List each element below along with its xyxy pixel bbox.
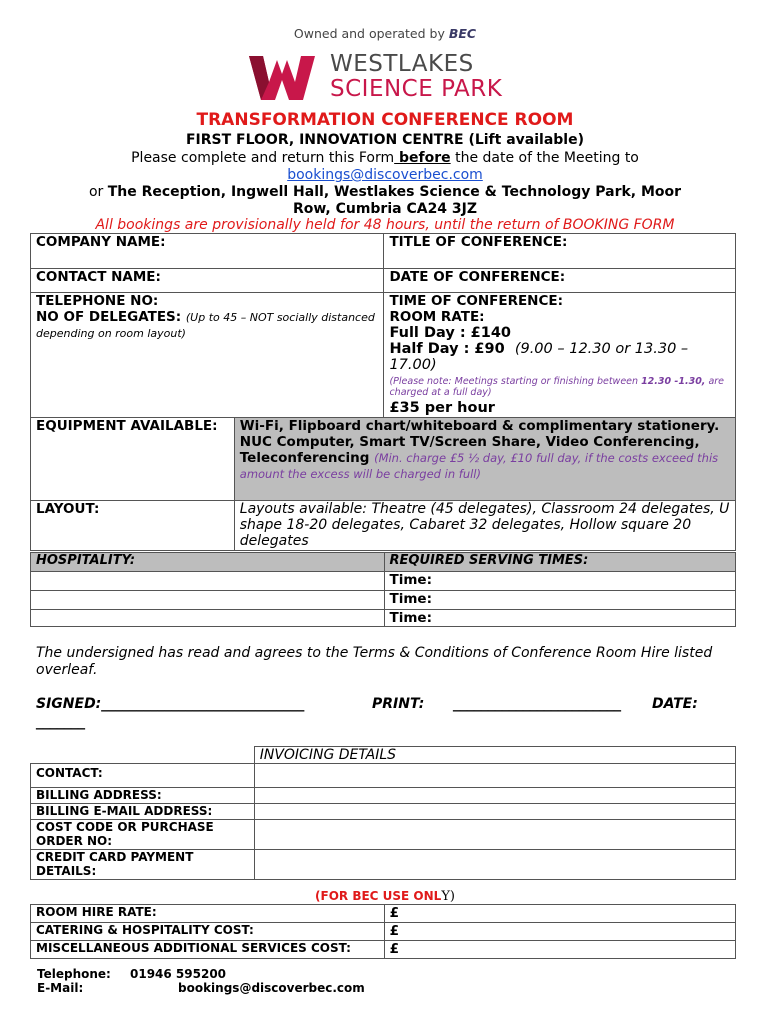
company-name-field[interactable]: COMPANY NAME:	[31, 234, 384, 269]
invoicing-corner	[31, 747, 255, 764]
footer-email-label: E-Mail:	[37, 981, 84, 995]
invoicing-table	[30, 746, 736, 880]
billing-address-label: BILLING ADDRESS:	[31, 788, 255, 804]
bec-use-table	[30, 904, 736, 959]
bec-use-label-tail: Y)	[441, 889, 455, 904]
catering-cost-label: CATERING & HOSPITALITY COST:	[31, 923, 385, 941]
footer-email-value: bookings@discoverbec.com	[178, 981, 365, 995]
hospitality-entry-1[interactable]	[31, 572, 385, 591]
equipment-line-1: Wi-Fi, Flipboard chart/whiteboard & complimentary stationery.	[239, 418, 720, 434]
equipment-cell	[234, 418, 735, 501]
billing-email-field[interactable]	[254, 804, 735, 820]
invoice-contact-label: CONTACT:	[31, 764, 255, 788]
owned-by-prefix: Owned and operated by	[293, 26, 445, 41]
westlakes-logo-icon	[247, 52, 317, 104]
address-or: or	[88, 184, 108, 200]
billing-address-field[interactable]	[254, 788, 735, 804]
meeting-note-post: are charged at a full day)	[389, 376, 725, 398]
footer-telephone-label: Telephone:	[37, 967, 111, 981]
brand-line-1: WESTLAKES	[330, 51, 474, 77]
agreement-text: The undersigned has read and agrees to the Terms & Conditions of Conference Room Hire listed overleaf.	[36, 645, 713, 678]
layout-label: LAYOUT:	[31, 501, 235, 551]
no-of-delegates-label: NO OF DELEGATES:	[36, 309, 182, 325]
provisional-note: All bookings are provisionally held for 48 hours, until the return of BOOKING FORM	[95, 217, 675, 233]
full-day-rate: Full Day : £140	[389, 325, 512, 341]
serving-times-label: REQUIRED SERVING TIMES:	[384, 553, 735, 572]
equipment-label: EQUIPMENT AVAILABLE:	[31, 418, 235, 501]
date-field[interactable]: _______	[36, 714, 85, 730]
half-day-line	[389, 341, 730, 373]
equipment-line-2-text: NUC Computer, Smart TV/Screen Share, Video Conferencing, Teleconferencing	[239, 434, 700, 466]
address-line-2: Row, Cumbria CA24 3JZ	[292, 201, 478, 217]
hospitality-entry-2[interactable]	[31, 591, 385, 610]
meeting-note	[389, 373, 730, 400]
telephone-no-label: TELEPHONE NO:	[36, 293, 159, 309]
hospitality-entry-3[interactable]	[31, 610, 385, 627]
address-line-1	[0, 184, 770, 200]
equipment-charge: (Min. charge £5 ½ day, £10 full day, if the costs exceed this amount the excess will be charged in full)	[239, 451, 719, 481]
bec-use-label: (FOR BEC USE ONL	[315, 889, 442, 903]
layout-text: Layouts available: Theatre (45 delegates), Classroom 24 delegates, U shape 18-20 delegates, Cabaret 32 delegates, Hollow square 20 delegates	[234, 501, 735, 551]
invoice-contact-field[interactable]	[254, 764, 735, 788]
time-rate-cell[interactable]	[384, 293, 736, 418]
invoicing-header: INVOICING DETAILS	[254, 747, 735, 764]
subtitle: FIRST FLOOR, INNOVATION CENTRE (Lift available)	[185, 132, 584, 148]
brand-wordmark	[330, 52, 502, 102]
serving-time-3[interactable]: Time:	[384, 610, 735, 627]
misc-cost-value[interactable]: £	[384, 941, 735, 959]
cost-code-label: COST CODE OR PURCHASE ORDER NO:	[31, 820, 255, 850]
equipment-line-2	[240, 434, 730, 482]
room-hire-rate-label: ROOM HIRE RATE:	[31, 905, 385, 923]
per-hour-rate: £35 per hour	[389, 400, 495, 416]
instruction-before: before	[394, 150, 451, 166]
serving-time-2[interactable]: Time:	[384, 591, 735, 610]
contact-name-field[interactable]: CONTACT NAME:	[31, 269, 384, 293]
catering-cost-value[interactable]: £	[384, 923, 735, 941]
meeting-note-pre: (Please note: Meetings starting or finishing between	[389, 376, 642, 387]
email-link[interactable]: bookings@discoverbec.com	[287, 167, 483, 183]
date-of-conference-field[interactable]: DATE OF CONFERENCE:	[384, 269, 736, 293]
meeting-note-bold: 12.30 -1.30,	[641, 376, 706, 387]
bec-brand: BEC	[448, 26, 477, 41]
email-line	[0, 167, 770, 183]
bec-use-heading	[0, 889, 770, 904]
credit-card-label: CREDIT CARD PAYMENT DETAILS:	[31, 850, 255, 880]
delegates-note: (Up to 45 – NOT socially distanced depending on room layout)	[36, 311, 375, 340]
date-label: DATE:	[652, 696, 698, 712]
room-rate-label: ROOM RATE:	[389, 309, 485, 325]
footer-telephone-value: 01946 595200	[130, 967, 227, 981]
title-of-conference-field[interactable]: TITLE OF CONFERENCE:	[384, 234, 736, 269]
telephone-delegates-cell[interactable]	[31, 293, 384, 418]
owned-by-line	[0, 26, 770, 41]
cost-code-field[interactable]	[254, 820, 735, 850]
address-text-1: The Reception, Ingwell Hall, Westlakes Science & Technology Park, Moor	[107, 184, 682, 200]
misc-cost-label: MISCELLANEOUS ADDITIONAL SERVICES COST:	[31, 941, 385, 959]
print-field[interactable]: ________________________	[453, 696, 621, 712]
page-title: TRANSFORMATION CONFERENCE ROOM	[196, 110, 574, 130]
half-day-times: (9.00 – 12.30 or 13.30 – 17.00)	[389, 341, 689, 373]
print-label: PRINT:	[372, 696, 425, 712]
billing-email-label: BILLING E-MAIL ADDRESS:	[31, 804, 255, 820]
instruction-pre: Please complete and return this Form	[131, 150, 395, 166]
brand-line-2: SCIENCE PARK	[330, 76, 503, 102]
half-day-rate: Half Day : £90	[389, 341, 505, 357]
delegates-line	[36, 309, 378, 341]
time-of-conference-label: TIME OF CONFERENCE:	[389, 293, 564, 309]
room-hire-rate-value[interactable]: £	[384, 905, 735, 923]
hospitality-table	[30, 552, 736, 627]
hospitality-label: HOSPITALITY:	[31, 553, 385, 572]
signed-field[interactable]: SIGNED:_____________________________	[36, 696, 305, 712]
credit-card-field[interactable]	[254, 850, 735, 880]
serving-time-1[interactable]: Time:	[384, 572, 735, 591]
instruction-line	[0, 150, 770, 166]
instruction-post: the date of the Meeting to	[450, 150, 639, 166]
booking-table	[30, 233, 736, 551]
